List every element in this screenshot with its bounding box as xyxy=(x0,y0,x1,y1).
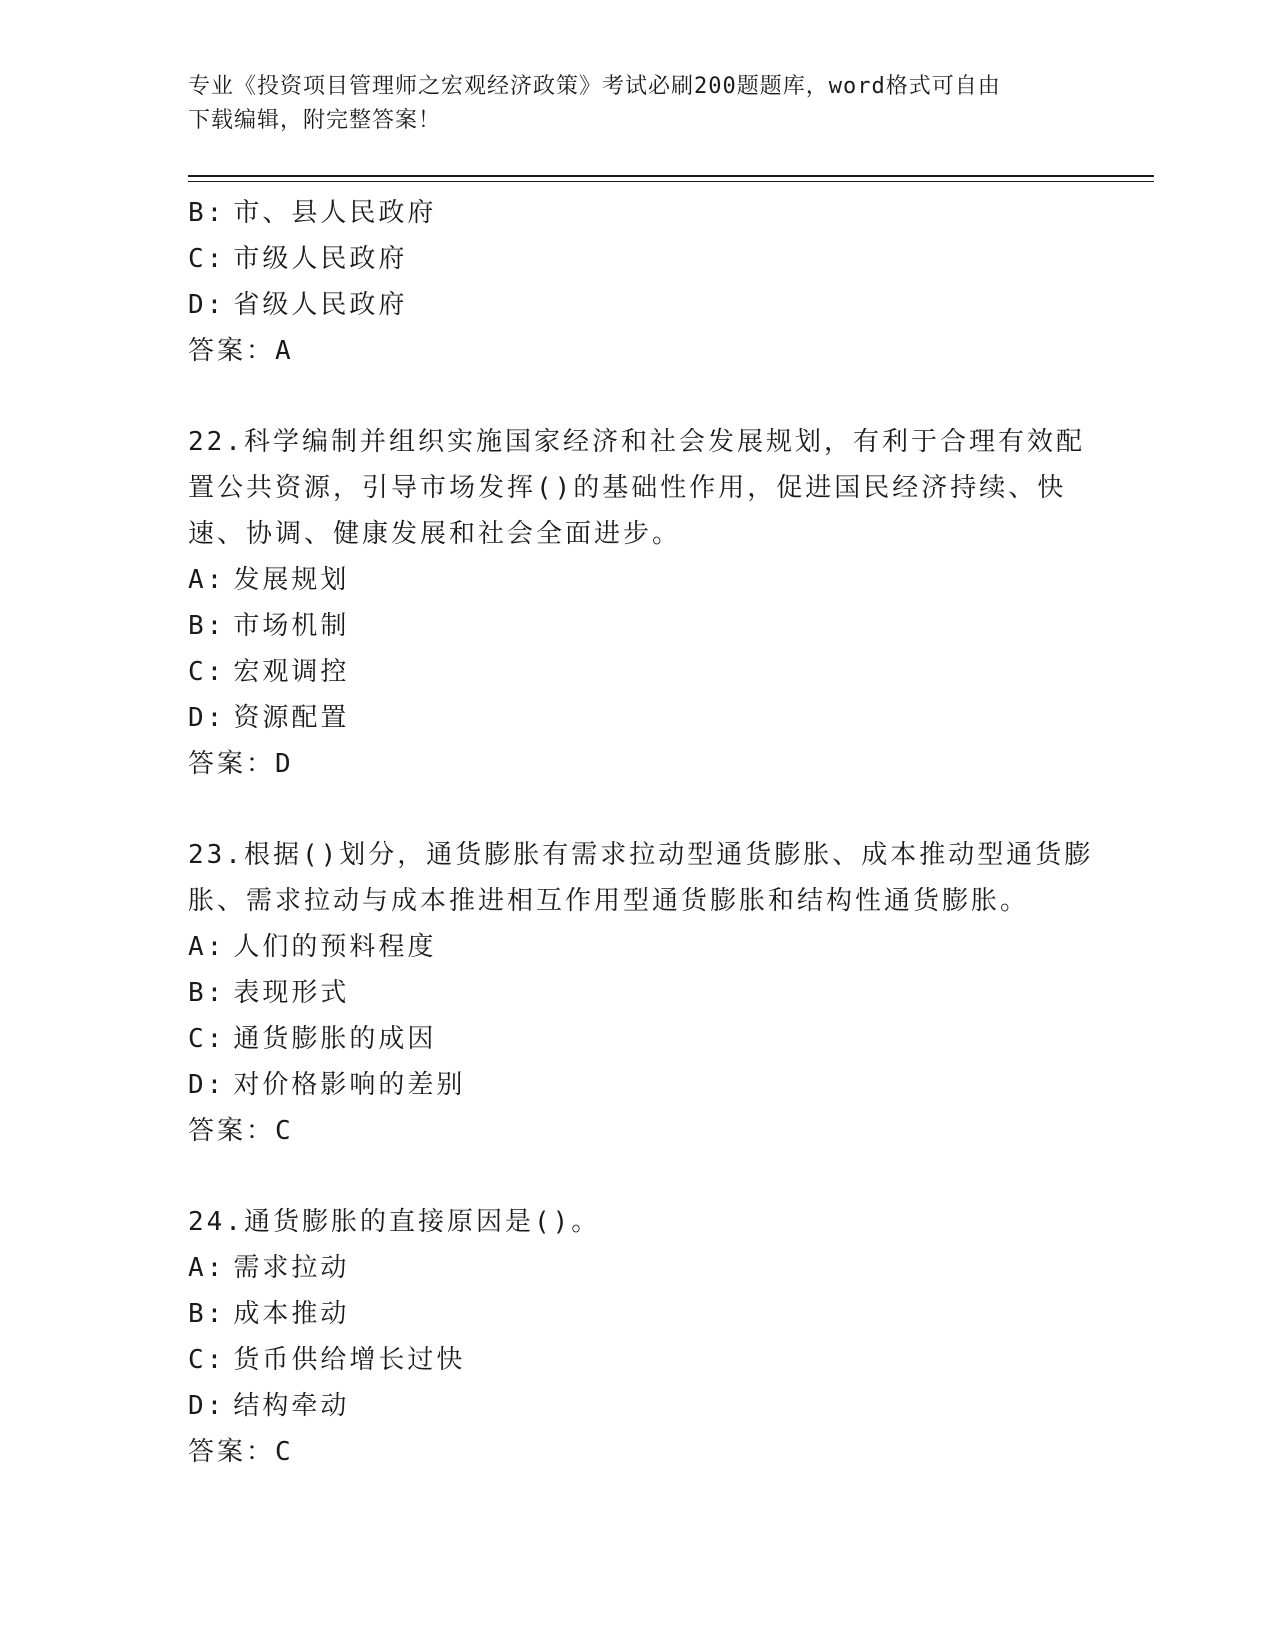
option-text: 货币供给增长过快 xyxy=(233,1345,466,1375)
header-divider-thin xyxy=(188,181,1154,182)
option-d xyxy=(188,695,1088,741)
option-b xyxy=(188,970,1088,1016)
option-b xyxy=(188,1291,1088,1337)
option-key: B: xyxy=(188,978,226,1008)
option-text: 需求拉动 xyxy=(233,1253,350,1283)
option-text: 人们的预料程度 xyxy=(233,932,437,962)
option-a xyxy=(188,924,1088,970)
option-key: D: xyxy=(188,1391,226,1421)
question-23 xyxy=(188,832,1094,1154)
option-text: 表现形式 xyxy=(233,978,350,1008)
header-line-2: 下载编辑，附完整答案！ xyxy=(188,108,442,133)
option-text: 发展规划 xyxy=(233,565,350,595)
option-c xyxy=(188,1016,1088,1062)
page-header xyxy=(188,70,1088,138)
option-key: A: xyxy=(188,565,226,595)
option-a xyxy=(188,1245,1088,1291)
option-d xyxy=(188,282,1088,328)
option-text: 结构牵动 xyxy=(233,1391,350,1421)
option-key: C: xyxy=(188,244,226,274)
header-divider-thick xyxy=(188,175,1154,177)
option-key: C: xyxy=(188,1345,226,1375)
option-text: 省级人民政府 xyxy=(233,290,408,320)
header-line-1: 专业《投资项目管理师之宏观经济政策》考试必刷200题题库，word格式可自由 xyxy=(188,74,1001,99)
option-text: 对价格影响的差别 xyxy=(233,1070,466,1100)
answer-line: 答案：C xyxy=(188,1116,294,1146)
option-c xyxy=(188,649,1088,695)
option-text: 市级人民政府 xyxy=(233,244,408,274)
answer-line: 答案：A xyxy=(188,336,294,366)
answer-line: 答案：C xyxy=(188,1437,294,1467)
option-b xyxy=(188,603,1088,649)
option-key: A: xyxy=(188,932,226,962)
option-text: 资源配置 xyxy=(233,703,350,733)
carryover-block xyxy=(188,190,1088,374)
question-22 xyxy=(188,419,1088,787)
option-key: A: xyxy=(188,1253,226,1283)
question-text-line: 胀、需求拉动与成本推进相互作用型通货膨胀和结构性通货膨胀。 xyxy=(188,886,1030,916)
option-a xyxy=(188,557,1088,603)
option-c xyxy=(188,1337,1088,1383)
answer-line: 答案：D xyxy=(188,749,294,779)
option-text: 通货膨胀的成因 xyxy=(233,1024,437,1054)
option-d xyxy=(188,1062,1088,1108)
option-key: D: xyxy=(188,1070,226,1100)
option-key: B: xyxy=(188,198,226,228)
question-list xyxy=(188,190,1094,1475)
option-text: 宏观调控 xyxy=(233,657,350,687)
option-key: D: xyxy=(188,290,226,320)
question-spacer xyxy=(188,374,1088,419)
option-key: B: xyxy=(188,1299,226,1329)
question-spacer xyxy=(188,1154,1088,1199)
question-24 xyxy=(188,1199,1088,1475)
question-text-line: 22.科学编制并组织实施国家经济和社会发展规划，有利于合理有效配 xyxy=(188,427,1085,457)
option-text: 成本推动 xyxy=(233,1299,350,1329)
option-d xyxy=(188,1383,1088,1429)
option-b xyxy=(188,190,1088,236)
question-spacer xyxy=(188,787,1088,832)
question-text-line: 24.通货膨胀的直接原因是()。 xyxy=(188,1207,601,1237)
option-c xyxy=(188,236,1088,282)
option-key: D: xyxy=(188,703,226,733)
option-text: 市场机制 xyxy=(233,611,350,641)
option-text: 市、县人民政府 xyxy=(233,198,437,228)
option-key: C: xyxy=(188,657,226,687)
question-text-line: 置公共资源，引导市场发挥()的基础性作用，促进国民经济持续、快 xyxy=(188,473,1067,503)
question-text-line: 23.根据()划分，通货膨胀有需求拉动型通货膨胀、成本推动型通货膨 xyxy=(188,840,1094,870)
option-key: B: xyxy=(188,611,226,641)
question-text-line: 速、协调、健康发展和社会全面进步。 xyxy=(188,519,682,549)
option-key: C: xyxy=(188,1024,226,1054)
